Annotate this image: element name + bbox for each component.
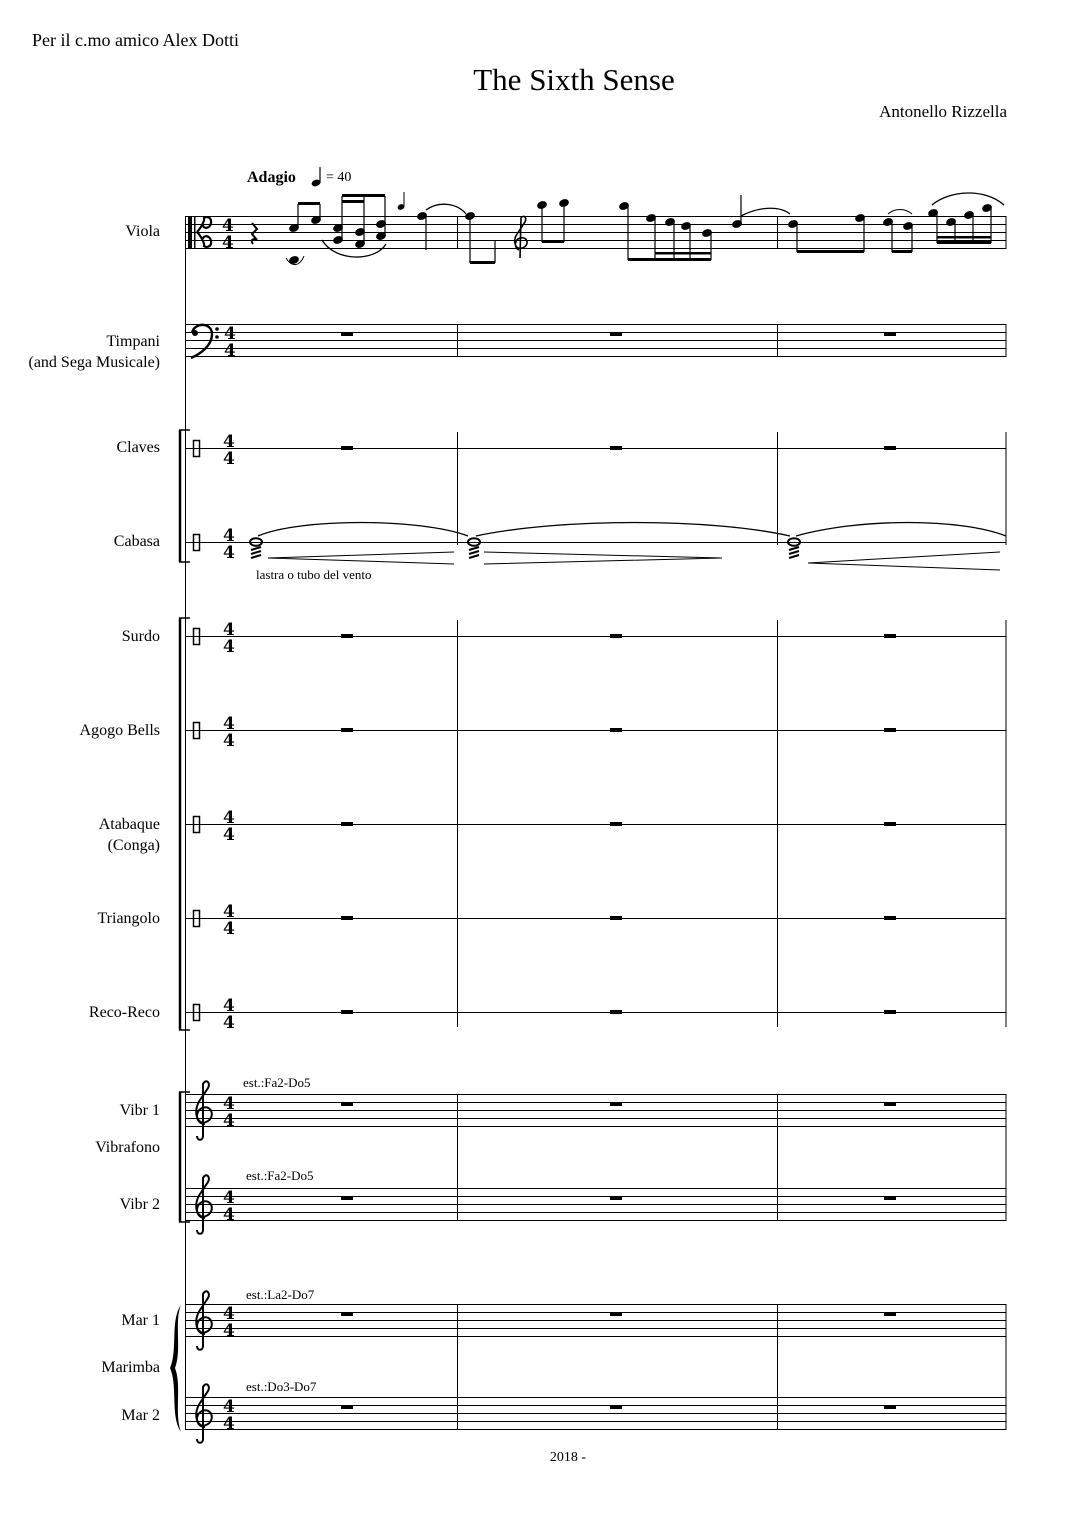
surdo-staff [186,620,1006,657]
tempo-bpm: = 40 [326,170,352,185]
mar2-range: est.:Do3-Do7 [246,1379,317,1394]
instrument-sublabel-atabaque: (Conga) [107,837,160,854]
svg-text:4: 4 [223,543,235,563]
svg-text:4: 4 [223,1304,235,1324]
timpani-staff [186,324,1006,357]
pitched-rests [341,1102,896,1409]
tempo-marking: Adagio [247,169,296,186]
svg-text:4: 4 [223,1321,235,1341]
svg-text:4: 4 [224,341,236,361]
instrument-label-triangolo: Triangolo [97,910,160,927]
svg-text:4: 4 [223,1013,235,1033]
atabaque-staff [186,808,1006,845]
vibr1-range: est.:Fa2-Do5 [243,1075,311,1090]
instrument-label-vibr2: Vibr 2 [119,1196,160,1213]
instrument-label-mar2: Mar 2 [121,1407,160,1424]
reco-reco-staff [186,996,1006,1033]
mar2-staff [186,1398,1006,1430]
instrument-label-vibr1: Vibr 1 [119,1102,160,1119]
marimba-brace [170,1305,181,1432]
svg-text:4: 4 [223,808,235,828]
cabasa-instruction: lastra o tubo del vento [256,567,372,582]
svg-text:4: 4 [223,996,235,1016]
instrument-label-timpani: Timpani [106,333,160,350]
svg-text:4: 4 [224,324,236,344]
viola-treble-clef-change [515,216,527,258]
svg-text:4: 4 [223,825,235,845]
pitched-time-signatures [223,1094,235,1434]
vibr1-staff [186,1094,1006,1221]
svg-text:4: 4 [223,1205,235,1225]
treble-clefs [196,1081,212,1442]
instrument-group-label-marimba: Marimba [101,1359,160,1376]
svg-text:4: 4 [223,1414,235,1434]
percussion-barlines [458,620,1007,1027]
instrument-label-viola: Viola [125,223,160,240]
svg-text:4: 4 [223,731,235,751]
claves-staff [186,432,1006,545]
footer-year: 2018 - [549,1450,587,1465]
svg-text:4: 4 [223,1094,235,1114]
claves-time-signature [223,432,235,469]
instrument-label-mar1: Mar 1 [121,1312,160,1329]
instrument-label-claves: Claves [116,439,160,456]
vibr2-staff [186,1189,1006,1221]
svg-text:4: 4 [223,526,235,546]
svg-text:4: 4 [223,620,235,640]
instrument-sublabel-timpani: (and Sega Musicale) [28,354,160,371]
dedication: Per il c.mo amico Alex Dotti [32,30,239,50]
svg-text:4: 4 [223,919,235,939]
viola-notes [252,192,1004,265]
triangolo-staff [186,902,1006,939]
tempo-note-icon [311,167,322,188]
svg-text:4: 4 [223,902,235,922]
instrument-label-cabasa: Cabasa [113,533,160,550]
timpani-time-signature [224,324,236,361]
instrument-label-atabaque: Atabaque [98,816,160,833]
bass-clef [191,325,219,358]
agogo-bells-staff [186,714,1006,751]
instrument-label-surdo: Surdo [121,628,160,645]
svg-text:4: 4 [222,233,234,253]
svg-text:4: 4 [222,216,234,236]
svg-text:4: 4 [223,1111,235,1131]
svg-text:4: 4 [223,1188,235,1208]
cabasa-notes [250,523,1006,571]
instrument-label-reco-reco: Reco-Reco [88,1004,160,1021]
instrument-label-agogo-bells: Agogo Bells [79,722,160,739]
mar1-staff [186,1304,1006,1430]
vibr2-range: est.:Fa2-Do5 [246,1168,314,1183]
svg-text:4: 4 [223,432,235,452]
composer: Antonello Rizzella [879,102,1007,121]
svg-text:4: 4 [223,1397,235,1417]
svg-text:4: 4 [223,714,235,734]
cabasa-staff [186,535,1006,551]
mar1-range: est.:La2-Do7 [246,1287,315,1302]
viola-staff [186,216,1006,249]
instrument-group-label-vibrafono: Vibrafono [95,1139,160,1156]
page-title: The Sixth Sense [473,62,675,97]
svg-text:4: 4 [223,449,235,469]
viola-time-signature [222,216,234,253]
svg-text:4: 4 [223,637,235,657]
cabasa-time-signature [223,526,235,563]
vibrafono-bracket [179,1092,190,1222]
